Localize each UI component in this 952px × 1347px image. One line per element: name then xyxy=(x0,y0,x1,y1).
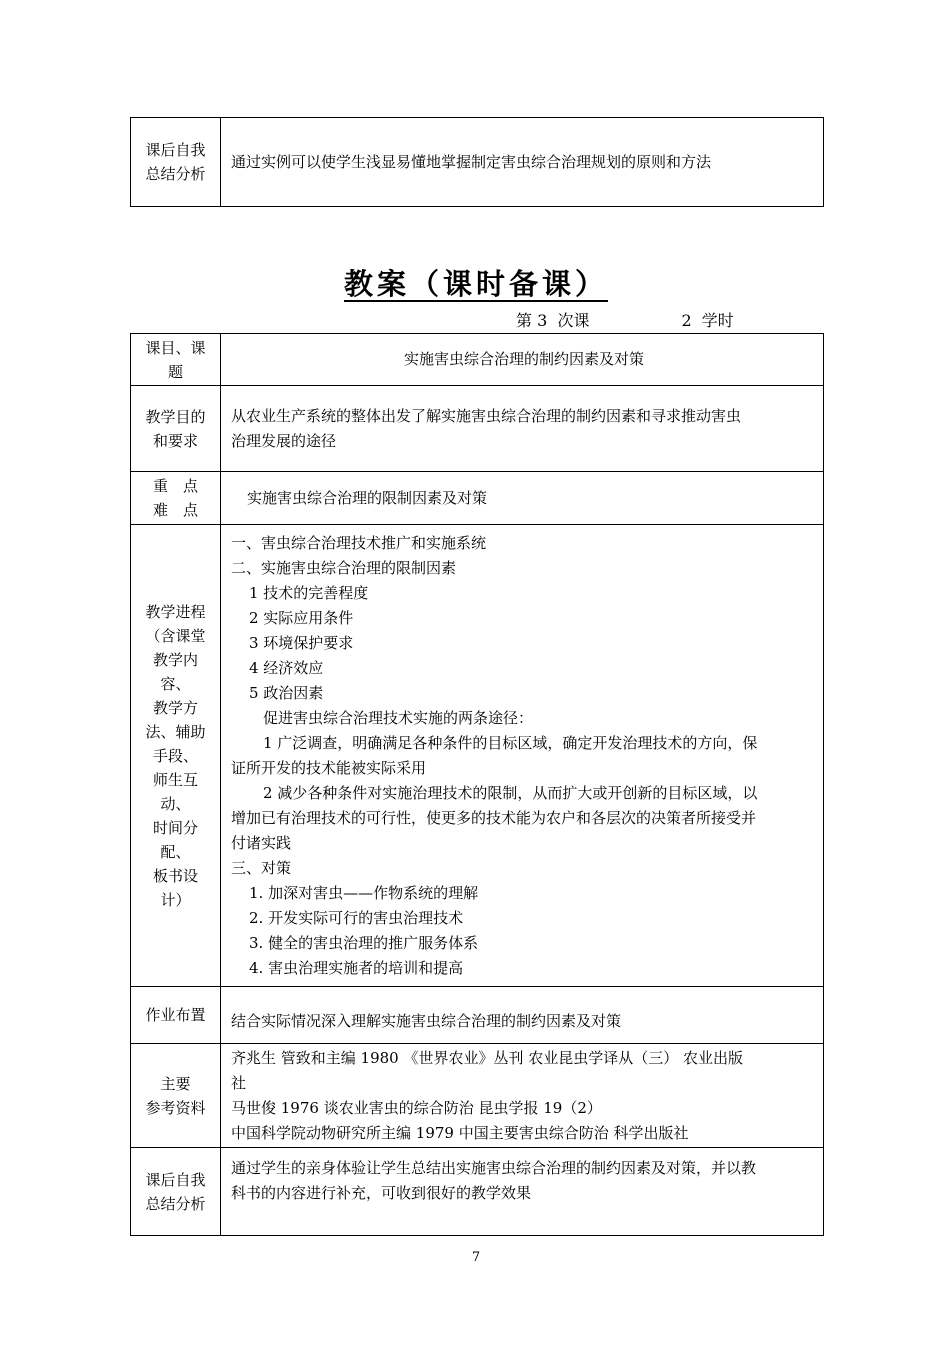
key-row xyxy=(131,472,824,525)
references-content xyxy=(221,1044,824,1148)
process-content xyxy=(221,525,824,987)
paragraph-line: 2 减少各种条件对实施治理技术的限制，从而扩大或开创新的目标区域，以 xyxy=(263,783,758,802)
label-line: 课后自我 xyxy=(145,1170,206,1189)
list-item: 4 经济效应 xyxy=(249,658,324,677)
label-line: 参考资料 xyxy=(145,1098,206,1117)
reference-line: 中国科学院动物研究所主编 1979 中国主要害虫综合防治 科学出版社 xyxy=(231,1123,689,1142)
previous-lesson-table xyxy=(130,117,824,207)
process-label xyxy=(131,525,221,987)
key-label xyxy=(131,472,221,525)
label-line: 教学进程 xyxy=(145,602,206,621)
label-line: 和要求 xyxy=(152,431,198,450)
goal-label xyxy=(131,386,221,472)
label-line: 题 xyxy=(167,362,183,381)
paragraph-line: 促进害虫综合治理技术实施的两条途径： xyxy=(263,708,534,727)
text-line: 通过学生的亲身体验让学生总结出实施害虫综合治理的制约因素及对策，并以教 xyxy=(231,1159,757,1177)
summary-row xyxy=(131,1148,824,1236)
list-item: 3 环境保护要求 xyxy=(249,633,354,652)
label-line: 教学目的 xyxy=(145,407,206,426)
title-text: 教案（课时备课） xyxy=(343,267,608,301)
reference-line: 马世俊 1976 谈农业害虫的综合防治 昆虫学报 19（2） xyxy=(231,1098,602,1117)
label-line: （含课堂 xyxy=(145,626,206,645)
page-title xyxy=(0,262,952,303)
goal-row xyxy=(131,386,824,472)
label-line: 教学内 xyxy=(152,650,198,669)
paragraph-line: 证所开发的技术能被实际采用 xyxy=(231,758,427,777)
text-line: 治理发展的途径 xyxy=(231,431,337,450)
reference-line: 社 xyxy=(231,1073,247,1092)
label-line: 师生互 xyxy=(152,770,198,789)
summary-label xyxy=(131,118,221,207)
label-line: 教学方 xyxy=(152,698,198,717)
summary-value: 通过实例可以使学生浅显易懂地掌握制定害虫综合治理规划的原则和方法 xyxy=(221,118,824,207)
section-heading: 二、实施害虫综合治理的限制因素 xyxy=(231,558,457,577)
text-line: 科书的内容进行补充，可收到很好的教学效果 xyxy=(231,1184,532,1202)
lesson-number: 第 3 次课 xyxy=(516,311,590,330)
paragraph-line: 增加已有治理技术的可行性，使更多的技术能为农户和各层次的决策者所接受并 xyxy=(231,808,757,827)
list-item: 2. 开发实际可行的害虫治理技术 xyxy=(249,908,464,927)
list-item: 2 实际应用条件 xyxy=(249,608,354,627)
list-item: 1. 加深对害虫——作物系统的理解 xyxy=(249,883,479,902)
label-line: 计） xyxy=(160,890,191,909)
topic-value: 实施害虫综合治理的制约因素及对策 xyxy=(221,334,824,386)
label-line: 课后自我 xyxy=(145,141,206,159)
lesson-plan-table xyxy=(130,333,824,1236)
label-line: 板书设 xyxy=(152,866,198,885)
summary-value xyxy=(221,1148,824,1236)
references-row xyxy=(131,1044,824,1148)
reference-line: 齐兆生 管致和主编 1980 《世界农业》丛刊 农业昆虫学译从（三） 农业出版 xyxy=(231,1048,744,1067)
lesson-info xyxy=(516,308,734,331)
section-heading: 三、对策 xyxy=(231,858,292,877)
label-line: 总结分析 xyxy=(145,165,206,183)
goal-value xyxy=(221,386,824,472)
topic-row xyxy=(131,334,824,386)
list-item: 1 技术的完善程度 xyxy=(249,583,369,602)
section-heading: 一、害虫综合治理技术推广和实施系统 xyxy=(231,533,487,552)
lesson-hours: 2 学时 xyxy=(681,311,734,330)
label-line: 配、 xyxy=(160,842,191,861)
label-line: 主要 xyxy=(160,1074,191,1093)
homework-value: 结合实际情况深入理解实施害虫综合治理的制约因素及对策 xyxy=(221,987,824,1044)
paragraph-line: 付诸实践 xyxy=(231,833,292,852)
list-item: 3. 健全的害虫治理的推广服务体系 xyxy=(249,933,479,952)
homework-label: 作业布置 xyxy=(131,987,221,1044)
label-line: 法、辅助 xyxy=(145,722,206,741)
homework-row xyxy=(131,987,824,1044)
label-line: 重 点 xyxy=(152,477,198,495)
label-line: 手段、 xyxy=(152,746,198,765)
page-number: 7 xyxy=(471,1250,481,1265)
text-line: 从农业生产系统的整体出发了解实施害虫综合治理的制约因素和寻求推动害虫 xyxy=(231,406,742,425)
summary-label xyxy=(131,1148,221,1236)
list-item: 4. 害虫治理实施者的培训和提高 xyxy=(249,958,464,977)
process-row xyxy=(131,525,824,987)
list-item: 5 政治因素 xyxy=(249,683,324,702)
summary-row xyxy=(131,118,824,207)
references-label xyxy=(131,1044,221,1148)
label-line: 容、 xyxy=(160,674,191,693)
label-line: 课目、课 xyxy=(145,338,206,357)
key-value: 实施害虫综合治理的限制因素及对策 xyxy=(221,472,824,525)
label-line: 时间分 xyxy=(152,818,198,837)
label-line: 总结分析 xyxy=(145,1194,206,1213)
topic-label xyxy=(131,334,221,386)
label-line: 难 点 xyxy=(152,501,198,519)
label-line: 动、 xyxy=(160,794,191,813)
paragraph-line: 1 广泛调查，明确满足各种条件的目标区域，确定开发治理技术的方向，保 xyxy=(263,733,758,752)
